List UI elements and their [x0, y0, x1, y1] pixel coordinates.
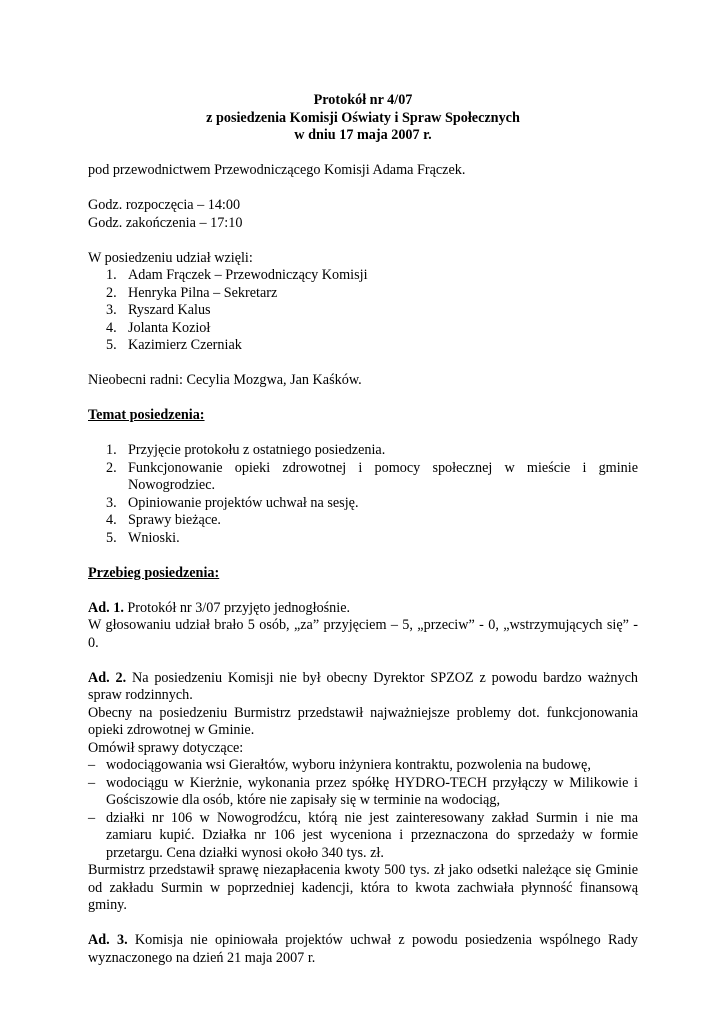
- bullet-item: – działki nr 106 w Nowogrodźcu, którą nie jest zainteresowany zakład Surmin i nie ma zamiaru kupić. Działka nr 106 jest wyceniona i przeznaczona do sprzedaży w formie przetargu. Cena działki wynosi około 340 tys. zł.: [88, 809, 638, 861]
- ad1-vote: W głosowaniu udział brało 5 osób, „za” przyjęciem – 5, „przeciw” - 0, „wstrzymujących się” - 0.: [88, 617, 638, 651]
- agenda-item: 4. Sprawy bieżące.: [106, 512, 221, 528]
- title-line-1: Protokół nr 4/07: [313, 92, 413, 108]
- ad2-paragraph: Ad. 2. Na posiedzeniu Komisji nie był obecny Dyrektor SPZOZ z powodu bardzo ważnych spraw rodzinnych.: [88, 669, 638, 703]
- agenda-item: 2. Funkcjonowanie opieki zdrowotnej i pomocy społecznej w mieście i gminie Nowogrodziec.: [106, 459, 638, 493]
- ad2-paragraph-4: Burmistrz przedstawił sprawę niezapłacenia kwoty 500 tys. zł jako odsetki należące się Gminie od zakładu Surmin w poprzedniej kadencji, która to kwota zachwiała płynność finansową gminy.: [88, 862, 638, 913]
- ad1-paragraph: Ad. 1. Protokół nr 3/07 przyjęto jednogłośnie.: [88, 599, 351, 616]
- start-time: Godz. rozpoczęcia – 14:00: [88, 197, 241, 213]
- member-item: 5. Kazimierz Czerniak: [106, 337, 242, 353]
- end-time: Godz. zakończenia – 17:10: [88, 214, 243, 231]
- agenda-item: 1. Przyjęcie protokołu z ostatniego posiedzenia.: [106, 442, 386, 458]
- member-item: 4. Jolanta Kozioł: [106, 319, 211, 336]
- attendance-intro: W posiedzeniu udział wzięli:: [88, 249, 253, 266]
- bullet-item: – wodociągu w Kierżnie, wykonania przez spółkę HYDRO-TECH przyłączy w Milikowie i Gościszowie dla osób, które nie zapisały się w terminie na wodociąg,: [88, 774, 638, 808]
- ad2-paragraph-3: Omówił sprawy dotyczące:: [88, 739, 244, 756]
- proceedings-heading: Przebieg posiedzenia:: [88, 564, 220, 581]
- agenda-item: 3. Opiniowanie projektów uchwał na sesję.: [106, 494, 359, 511]
- document-page: [88, 92, 638, 967]
- bullet-item: – wodociągowania wsi Gierałtów, wyboru inżyniera kontraktu, pozwolenia na budowę,: [88, 757, 591, 773]
- members-list: [88, 267, 638, 355]
- title-line-2: z posiedzenia Komisji Oświaty i Spraw Społecznych: [206, 109, 520, 126]
- member-item: 1. Adam Frączek – Przewodniczący Komisji: [106, 267, 368, 283]
- absent-line: Nieobecni radni: Cecylia Mozgwa, Jan Kaśków.: [88, 372, 362, 388]
- agenda-list: [88, 442, 638, 547]
- member-item: 3. Ryszard Kalus: [106, 302, 211, 318]
- ad2-paragraph-2: Obecny na posiedzeniu Burmistrz przedstawił najważniejsze problemy dot. funkcjonowania opieki zdrowotnej w Gminie.: [88, 704, 638, 738]
- ad3-label: Ad. 3.: [88, 932, 128, 948]
- ad1-label: Ad. 1.: [88, 599, 124, 616]
- ad2-bullets: [88, 757, 638, 862]
- title-line-3: w dniu 17 maja 2007 r.: [294, 127, 432, 143]
- agenda-heading: Temat posiedzenia:: [88, 407, 205, 423]
- document-title: [88, 92, 638, 145]
- chair-line: pod przewodnictwem Przewodniczącego Komisji Adama Frączek.: [88, 162, 466, 178]
- member-item: 2. Henryka Pilna – Sekretarz: [106, 284, 278, 301]
- ad3-paragraph: Ad. 3. Komisja nie opiniowała projektów uchwał z powodu posiedzenia wspólnego Rady wyznaczonego na dzień 21 maja 2007 r.: [88, 932, 638, 966]
- agenda-item: 5. Wnioski.: [106, 529, 180, 546]
- ad2-label: Ad. 2.: [88, 669, 127, 686]
